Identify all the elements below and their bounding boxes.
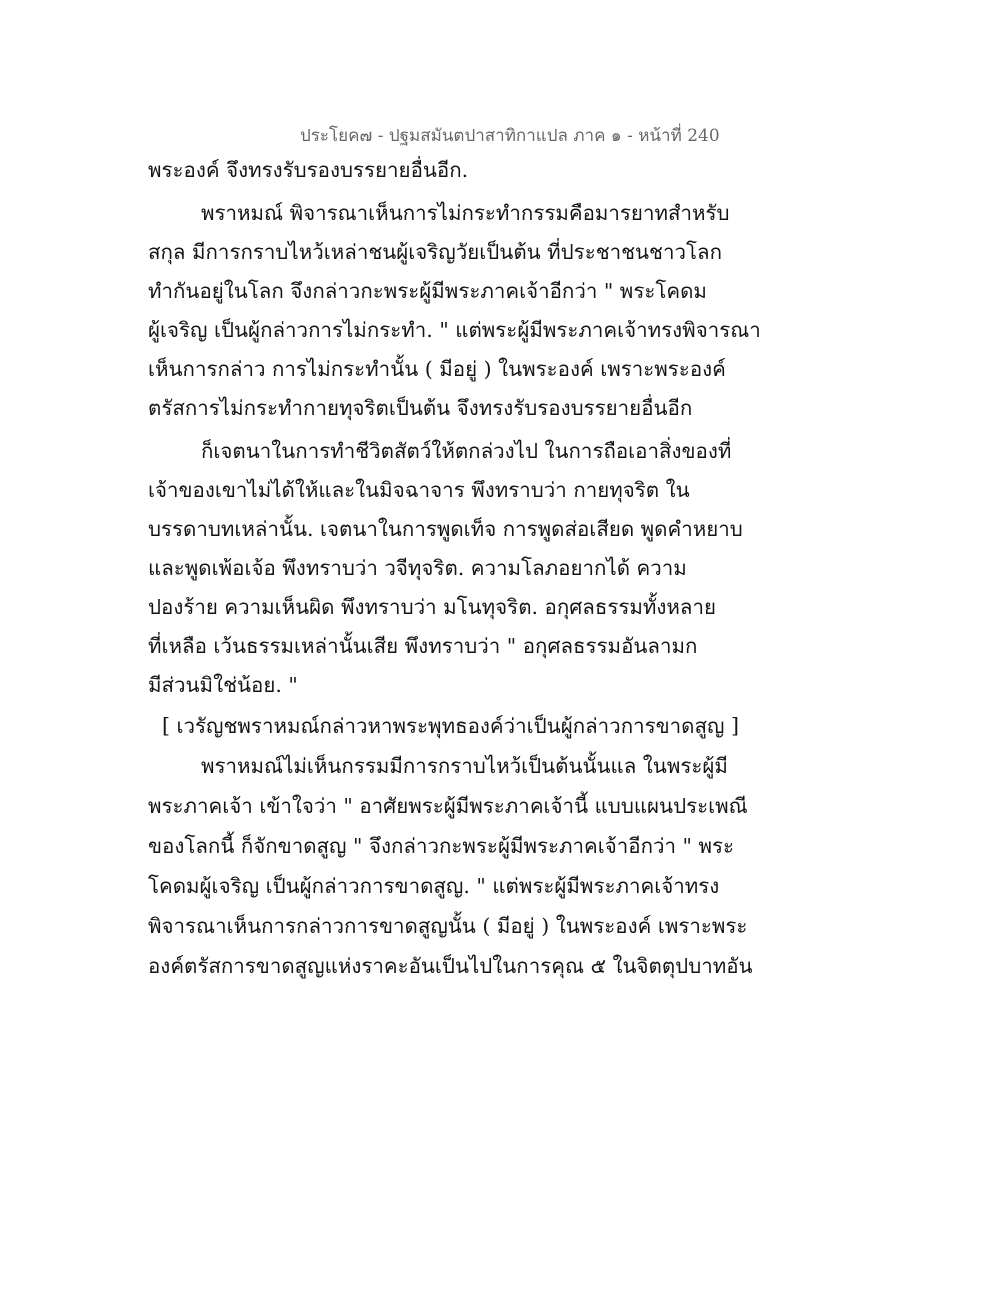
body-line-2: พราหมณ์ พิจารณาเห็นการไม่กระทำกรรมคือมารยาทสำหรับ [201,201,730,225]
body-line-8: ก็เจตนาในการทำชีวิตสัตว์ให้ตกล่วงไป ในการถือเอาสิ่งของที่ [201,439,732,463]
body-line-20: พิจารณาเห็นการกล่าวการขาดสูญนั้น ( มีอยู่ ) ในพระองค์ เพราะพระ [148,914,748,938]
body-line-4: ทำกันอยู่ในโลก จึงกล่าวกะพระผู้มีพระภาคเจ้าอีกว่า " พระโคดม [148,279,707,303]
body-line-19: โคดมผู้เจริญ เป็นผู้กล่าวการขาดสูญ. " แต่พระผู้มีพระภาคเจ้าทรง [148,874,720,898]
body-line-3: สกุล มีการกราบไหว้เหล่าชนผู้เจริญวัยเป็นต้น ที่ประชาชนชาวโลก [148,240,722,264]
body-line-11: และพูดเพ้อเจ้อ พึงทราบว่า วจีทุจริต. ความโลภอยากได้ ความ [148,556,687,580]
body-line-7: ตรัสการไม่กระทำกายทุจริตเป็นต้น จึงทรงรับรองบรรยายอื่นอีก [148,396,693,420]
body-line-5: ผู้เจริญ เป็นผู้กล่าวการไม่กระทำ. " แต่พระผู้มีพระภาคเจ้าทรงพิจารณา [148,318,761,342]
body-line-21: องค์ตรัสการขาดสูญแห่งราคะอันเป็นไปในการคุณ ๕ ในจิตตุปบาทอัน [148,954,753,978]
body-line-10: บรรดาบทเหล่านั้น. เจตนาในการพูดเท็จ การพูดส่อเสียด พูดคำหยาบ [148,517,743,541]
body-line-16: พราหมณ์ไม่เห็นกรรมมีการกราบไหว้เป็นต้นนั้นแล ในพระผู้มี [201,754,728,778]
page-header: ประโยค๗ - ปฐมสมันตปาสาทิกาแปล ภาค ๑ - หน้าที่ 240 [300,126,720,146]
body-line-18: ของโลกนี้ ก็จักขาดสูญ " จึงกล่าวกะพระผู้มีพระภาคเจ้าอีกว่า " พระ [148,834,735,858]
body-line-17: พระภาคเจ้า เข้าใจว่า " อาศัยพระผู้มีพระภาคเจ้านี้ แบบแผนประเพณี [148,794,748,818]
body-line-12: ปองร้าย ความเห็นผิด พึงทราบว่า มโนทุจริต. อกุศลธรรมทั้งหลาย [148,595,717,619]
body-line-14: มีส่วนมิใช่น้อย. " [148,673,298,697]
body-line-1: พระองค์ จึงทรงรับรองบรรยายอื่นอีก. [148,158,469,182]
body-line-6: เห็นการกล่าว การไม่กระทำนั้น ( มีอยู่ ) ในพระองค์ เพราะพระองค์ [148,357,726,381]
section-heading: [ เวรัญชพราหมณ์กล่าวหาพระพุทธองค์ว่าเป็นผู้กล่าวการขาดสูญ ] [162,714,739,738]
body-line-9: เจ้าของเขาไม่ได้ให้และในมิจฉาจาร พึงทราบว่า กายทุจริต ใน [148,478,690,502]
body-line-13: ที่เหลือ เว้นธรรมเหล่านั้นเสีย พึงทราบว่า " อกุศลธรรมอันลามก [148,634,698,658]
